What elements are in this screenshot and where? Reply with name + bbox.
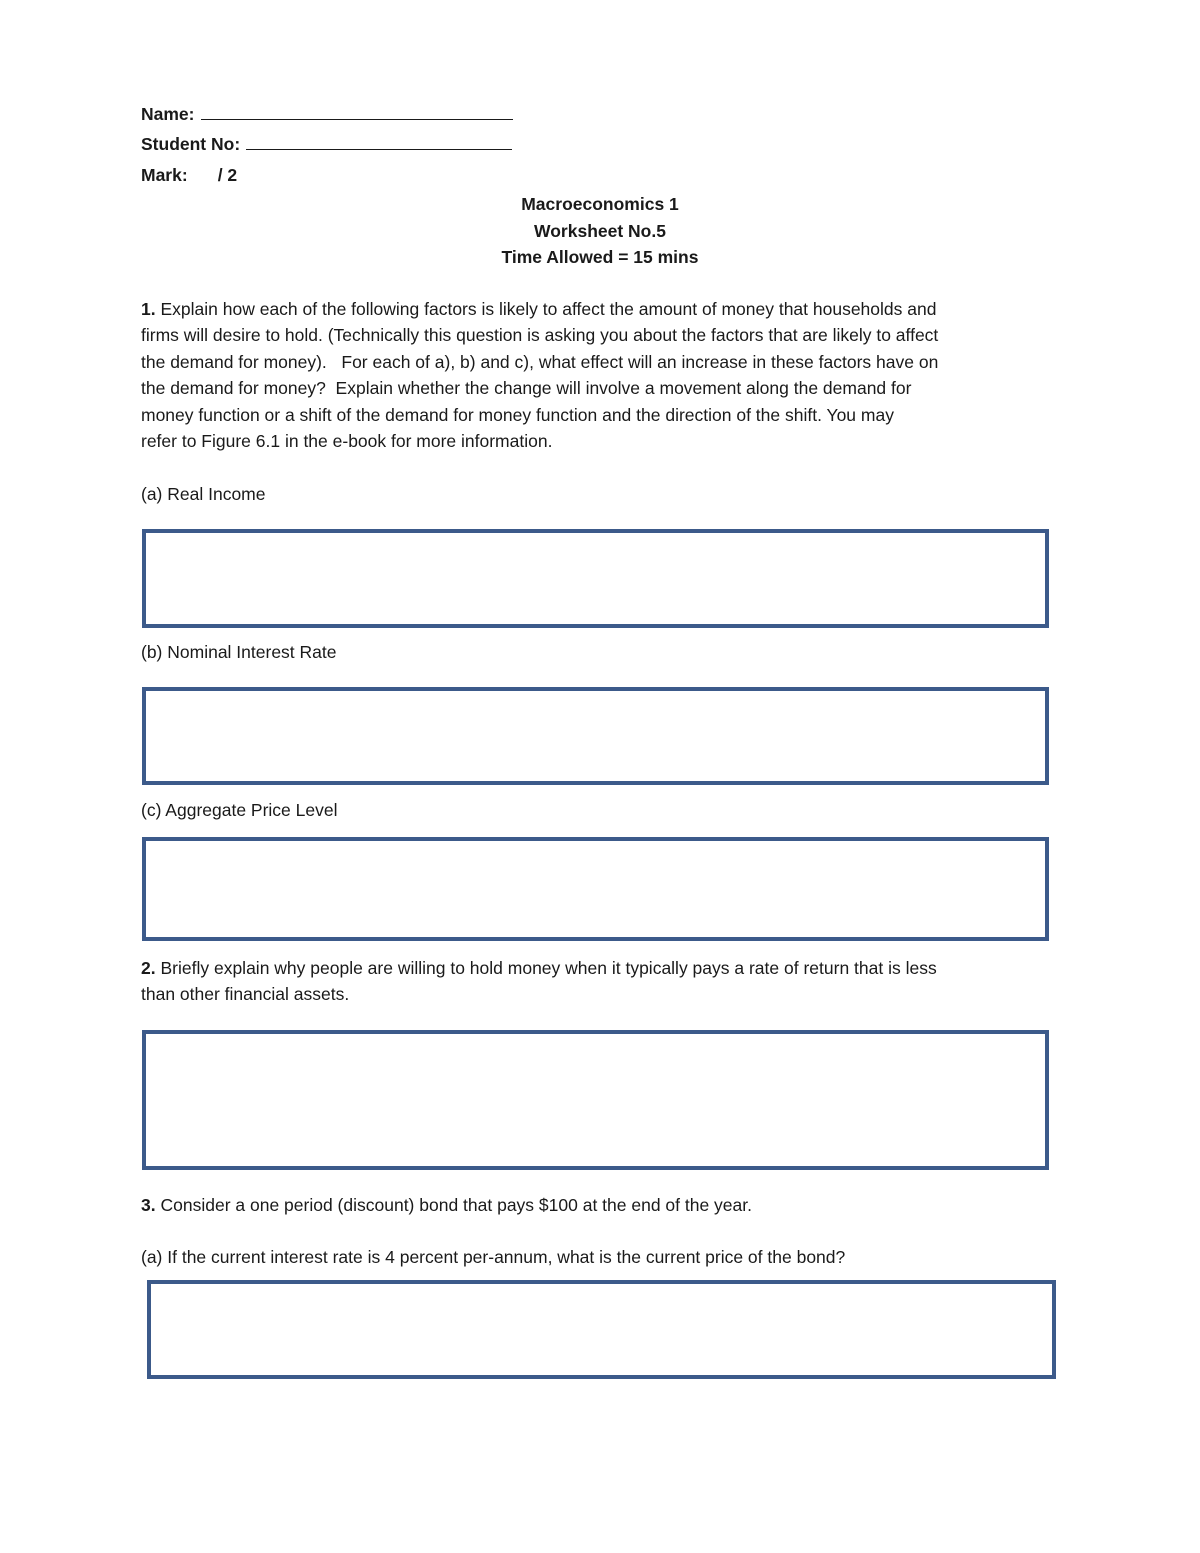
question-2-number: 2. xyxy=(141,958,156,978)
question-1-number: 1. xyxy=(141,299,156,319)
name-blank[interactable] xyxy=(201,101,513,120)
answer-box-3a[interactable] xyxy=(147,1280,1056,1379)
question-1c-label: (c) Aggregate Price Level xyxy=(141,800,338,820)
time-allowed: Time Allowed = 15 mins xyxy=(501,247,699,267)
course-title: Macroeconomics 1 xyxy=(521,194,679,214)
question-2-line: than other financial assets. xyxy=(141,984,350,1005)
question-1-line: Explain how each of the following factors is likely to affect the amount of money that households and xyxy=(160,299,937,319)
answer-box-1b[interactable] xyxy=(142,687,1049,785)
title-block xyxy=(0,191,1200,271)
mark-value: / 2 xyxy=(217,165,238,185)
question-1b-label: (b) Nominal Interest Rate xyxy=(141,642,337,662)
question-1-line: the demand for money? Explain whether the change will involve a movement along the demand for xyxy=(141,378,912,399)
question-1-line: refer to Figure 6.1 in the e-book for more information. xyxy=(141,431,553,452)
name-label: Name: xyxy=(141,104,195,124)
question-1-line: money function or a shift of the demand for money function and the direction of the shift. You may xyxy=(141,404,894,425)
question-1a-label: (a) Real Income xyxy=(141,484,266,504)
question-3a-label: (a) If the current interest rate is 4 percent per-annum, what is the current price of the bond? xyxy=(141,1247,846,1267)
question-3-number: 3. xyxy=(141,1195,156,1215)
worksheet-title: Worksheet No.5 xyxy=(534,220,666,241)
answer-box-2[interactable] xyxy=(142,1030,1049,1170)
mark-field xyxy=(141,162,237,188)
student-no-field xyxy=(141,131,512,157)
answer-box-1c[interactable] xyxy=(142,837,1049,941)
question-1-line: the demand for money). For each of a), b) and c), what effect will an increase in these factors have on xyxy=(141,351,939,372)
question-3 xyxy=(141,1192,752,1218)
question-3-text: Consider a one period (discount) bond that pays $100 at the end of the year. xyxy=(160,1195,752,1215)
answer-box-1a[interactable] xyxy=(142,529,1049,628)
name-field xyxy=(141,101,513,127)
question-2-line: Briefly explain why people are willing to hold money when it typically pays a rate of return that is less xyxy=(160,958,937,978)
question-1 xyxy=(141,296,1071,454)
student-no-label: Student No: xyxy=(141,134,241,154)
question-1-line: firms will desire to hold. (Technically this question is asking you about the factors that are likely to affect xyxy=(141,325,939,346)
mark-label: Mark: xyxy=(141,165,188,185)
student-no-blank[interactable] xyxy=(246,131,512,150)
question-2 xyxy=(141,955,1071,1008)
